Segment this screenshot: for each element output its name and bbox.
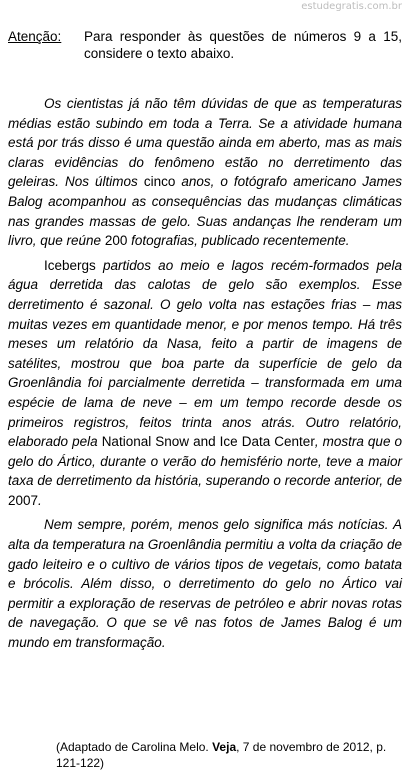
source-prefix: (Adaptado de Carolina Melo.	[56, 740, 213, 754]
paragraph-2	[8, 256, 402, 511]
text-segment: partidos ao meio e lagos recém-formados pela água derretida das calotas de gelo são exemplos. Esse derretimento é sazonal. O gelo volta nas estações frias – mas muitas vezes em quantidade menor, e por menos tempo. Há três meses um relatório da Nasa, feito a partir de imagens de satélites, mostrou que boa parte da superfície de gelo da Groenlândia foi parcialmente derretida – transformada em uma espécie de lama de neve – em um tempo recorde desde os primeiros registros, feitos trinta anos atrás. Outro relatório, elaborado pela	[8, 257, 402, 450]
attention-label: Atenção:	[8, 29, 62, 44]
text-segment: Icebergs	[44, 257, 103, 273]
text-segment: National Snow and Ice Data Center	[101, 434, 315, 450]
site-watermark: estudegratis.com.br	[301, 1, 402, 12]
source-citation	[56, 740, 402, 771]
text-segment: fotografias, publicado recentemente.	[127, 233, 350, 249]
text-segment: 2007	[8, 492, 39, 508]
text-segment: .	[38, 492, 42, 508]
text-segment: anos, o fotógrafo americano James Balog acompanhou as consequências das mudanças climáticas nas grandes massas de gelo. Suas andanças lhe renderam um livro, que reúne	[8, 174, 402, 249]
attention-box	[8, 28, 402, 62]
paragraph-1	[8, 94, 402, 251]
source-magazine: Veja	[212, 740, 237, 754]
text-segment: , mostra que o gelo do Ártico, durante o verão do hemisfério norte, teve a maior taxa de derretimento da história, superando o recorde anterior, de	[8, 434, 403, 489]
text-segment: 200	[104, 233, 128, 249]
article-text	[8, 94, 402, 653]
paragraph-3	[8, 515, 402, 652]
text-segment: Nem sempre, porém, menos gelo significa más notícias. A alta da temperatura na Groenlândia permitiu a volta da criação de gado leiteiro e o cultivo de vários tipos de vegetais, como batata e brócolis. Além disso, o derretimento do gelo no Ártico vai permitir a exploração de reservas de petróleo e abrir novas rotas de navegação. O que se vê nas fotos de James Balog é um mundo em transformação.	[8, 517, 402, 651]
text-segment: cinco	[143, 174, 176, 190]
source-suffix: , 7 de novembro de 2012, p. 121-122)	[56, 740, 387, 770]
text-segment: Os cientistas já não têm dúvidas de que as temperaturas médias estão subindo em toda a Terra. Se a atividade humana está por trás disso é uma questão ainda em aberto, mas as mais claras evidências do fenômeno estão no derretimento das geleiras. Nos últimos	[8, 96, 402, 190]
attention-text: Para responder às questões de números 9 a 15, considere o texto abaixo.	[84, 29, 402, 61]
